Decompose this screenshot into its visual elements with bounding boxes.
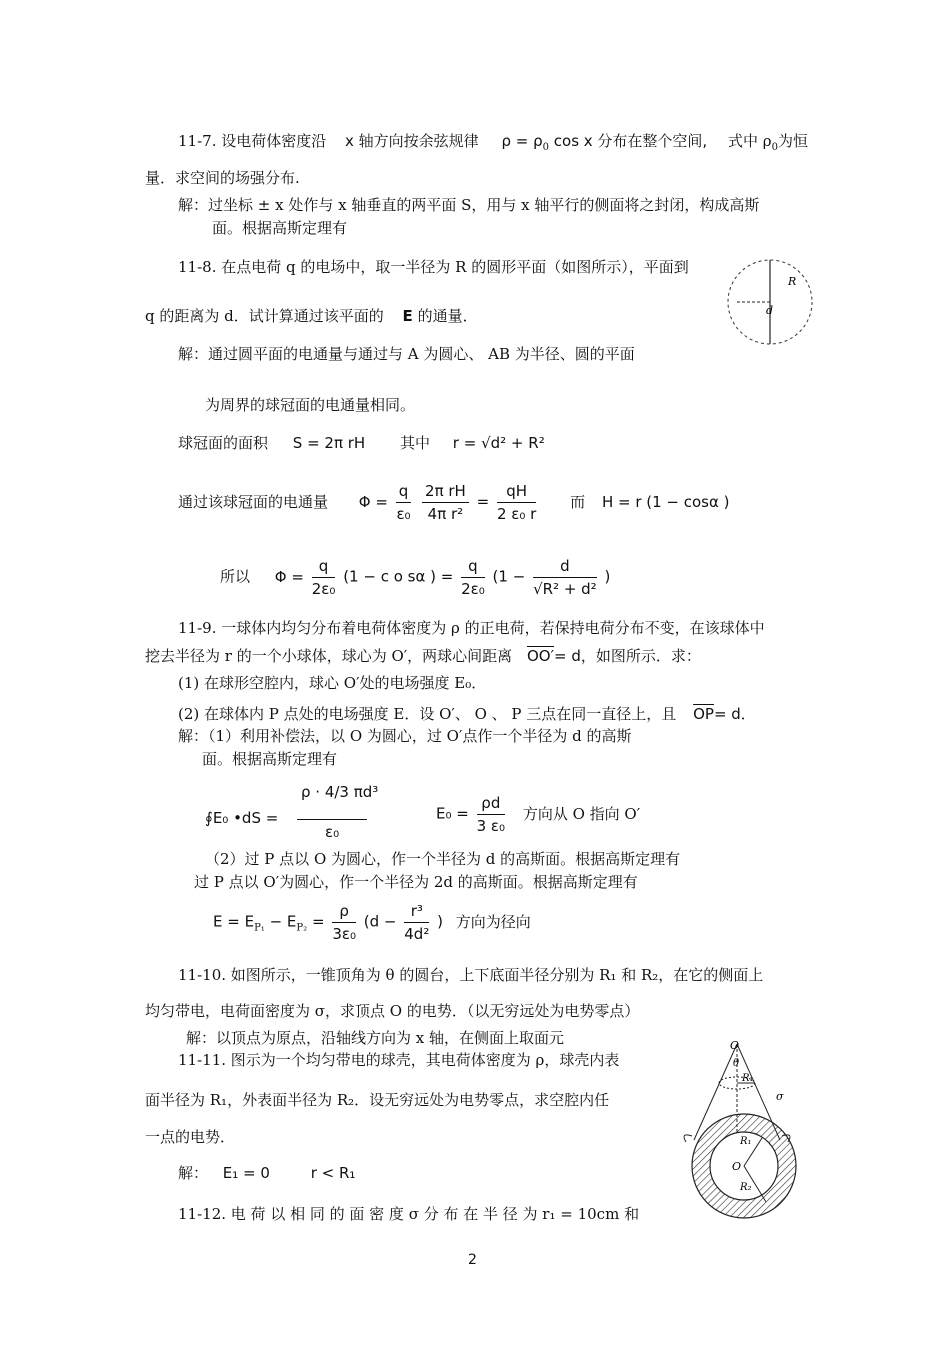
fraction (396, 480, 412, 525)
formula: (1 − (492, 567, 526, 586)
den: 2ε₀ (461, 580, 485, 598)
formula: ρ · 4/3 πd³ (301, 783, 379, 801)
e-equation: $E = E_{P_1} - E_{P_2}$ = $\frac{\rho}{\text{3ε₀}}$ (d − $\frac{\text{r³}}{\text{4d²}}$ ) 方向为径向 (213, 902, 531, 943)
num: ρ (332, 900, 356, 923)
label-sigma: σ (776, 1090, 784, 1103)
fraction (497, 480, 536, 525)
formula: (d − (363, 912, 397, 931)
cap-area-line (178, 433, 545, 453)
text: 通过该球冠面的电通量 (178, 492, 329, 511)
text: 所以 (220, 567, 251, 586)
den: 3ε₀ (332, 925, 356, 943)
formula: ) (604, 567, 611, 586)
fraction (477, 792, 505, 837)
fraction (332, 900, 356, 945)
text: ρ = ρ (501, 132, 543, 150)
formula: E = E (213, 912, 255, 931)
formula: ε₀ (325, 823, 340, 841)
den: √R² + d² (533, 580, 597, 598)
text: x 轴方向按余弦规律 (345, 132, 479, 150)
problem-11-10-line1: 11-10. 如图所示，一锥顶角为 θ 的圆台，上下底面半径分别为 R₁ 和 R₂，在它的侧面上 (178, 966, 764, 984)
text: 其中 (400, 434, 431, 452)
text: 的通量． (417, 307, 478, 325)
formula: = (476, 492, 490, 511)
label-R1: R₁ (742, 1073, 754, 1084)
num: q (396, 480, 412, 503)
page-number: 2 (468, 1252, 477, 1268)
solution-11-7-line2: 面。根据高斯定理有 (212, 219, 348, 237)
text: 而 (570, 492, 586, 511)
fraction (404, 900, 429, 945)
text: = d． (713, 705, 756, 723)
problem-11-11-line3: 一点的电势． (145, 1128, 236, 1146)
den: 4π r² (427, 505, 464, 523)
label-R2: R₂ (740, 1182, 752, 1193)
solution-11-9-line3: （2）过 P 点以 O 为圆心，作一个半径为 d 的高斯面。根据高斯定理有 (205, 850, 681, 868)
flux-line (178, 480, 730, 525)
text: q 的距离为 d．试计算通过该平面的 (145, 307, 384, 325)
text: = d，如图所示．求： (554, 647, 701, 665)
solution-11-11-line1 (178, 1163, 355, 1183)
text: (2) 在球体内 P 点处的电场强度 E．设 O′、 O 、 P 三点在同一直径上，且 (178, 705, 677, 723)
fraction (422, 480, 469, 525)
num: d (533, 555, 597, 578)
problem-11-11-line1: 11-11. 图示为一个均匀带电的球壳，其电荷体密度为 ρ，球壳内表 (178, 1051, 620, 1069)
text: cos x 分布在整个空间, (553, 132, 708, 150)
solution-11-8-line1: 解：通过圆平面的电通量与通过与 A 为圆心、 AB 为半径、圆的平面 (178, 345, 635, 363)
fraction (461, 555, 485, 600)
fraction-bar (297, 819, 367, 820)
den: 2ε₀ (311, 580, 336, 598)
num: q (312, 555, 336, 578)
e0-equation (436, 792, 640, 837)
num: qH (497, 480, 536, 503)
problem-11-8-line1: 11-8. 在点电荷 q 的电场中，取一半径为 R 的圆形平面（如图所示），平面到 (178, 258, 689, 276)
text: 方向为径向 (455, 912, 531, 931)
solution-11-9-line4: 过 P 点以 O′为圆心，作一个半径为 2d 的高斯面。根据高斯定理有 (194, 873, 638, 891)
formula: Φ = (358, 492, 388, 511)
label-R1: R₁ (740, 1136, 752, 1147)
formula: E₀ = (436, 804, 469, 823)
solution-11-9-line1: 解：（1）利用补偿法，以 O 为圆心，过 O′点作一个半径为 d 的高斯 (178, 727, 632, 745)
problem-11-10-line2: 均匀带电，电荷面密度为 σ，求顶点 O 的电势．（以无穷远处为电势零点） (145, 1002, 640, 1020)
den: 2 ε₀ r (496, 505, 537, 523)
text: 式中 ρ (727, 132, 772, 150)
num: ρd (477, 792, 505, 815)
shell-figure (688, 1110, 800, 1222)
solution-11-8-line2: 为周界的球冠面的电通量相同。 (205, 396, 416, 414)
formula: ∮E₀ •dS = (205, 809, 279, 827)
num: r³ (404, 900, 429, 923)
text: 解： (178, 1164, 209, 1182)
formula: E₁ = 0 (222, 1164, 270, 1182)
label-d: d (766, 304, 774, 317)
den: 4d² (404, 925, 430, 943)
text: 挖去半径为 r 的一个小球体，球心为 O′，两球心间距离 (145, 647, 513, 665)
segment-OP: $\overline{OP}$ (693, 705, 714, 723)
text: 方向从 O 指向 O′ (522, 804, 641, 823)
den: ε₀ (396, 505, 411, 523)
formula: r = √d² + R² (452, 434, 545, 452)
num: 2π rH (422, 480, 469, 503)
text: 球冠面的面积 (178, 434, 269, 452)
result-line (220, 555, 610, 600)
question-2 (178, 704, 756, 724)
formula: Φ = (274, 567, 304, 586)
segment-OO: OO′ (526, 647, 554, 665)
formula: − E (269, 912, 297, 931)
solution-11-7-line1: 解：过坐标 ± x 处作与 x 轴垂直的两平面 S，用与 x 轴平行的侧面将之封闭，构成高斯 (178, 196, 760, 214)
fraction (312, 555, 336, 600)
formula: r < R₁ (310, 1164, 356, 1182)
problem-11-7-line1: 11-7. 设电荷体密度沿 x 轴方向按余弦规律 $\rho = \rho_0$ cos x 分布在整个空间, 式中 $\rho_0$为恒 (178, 132, 808, 153)
formula: S = 2π rH (292, 434, 366, 452)
disk-figure (722, 254, 818, 350)
formula: (1 − c o sα ) = (343, 567, 454, 586)
text: 11-7. 设电荷体密度沿 (178, 132, 327, 150)
fraction (533, 555, 597, 600)
label-O: O (732, 1160, 742, 1173)
label-R: R (788, 275, 797, 288)
question-1: (1) 在球形空腔内，球心 O′处的电场强度 E₀． (178, 674, 487, 692)
problem-11-9-line1: 11-9. 一球体内均匀分布着电荷体密度为 ρ 的正电荷，若保持电荷分布不变，在该球体中 (178, 619, 765, 637)
num: q (461, 555, 485, 578)
vector-E: E (402, 307, 413, 325)
problem-11-7-line2: 量．求空间的场强分布. (145, 169, 300, 187)
solution-11-9-line2: 面。根据高斯定理有 (202, 750, 338, 768)
problem-11-9-line2 (145, 646, 701, 666)
formula: = (311, 912, 325, 931)
den: 3 ε₀ (476, 817, 506, 835)
text: 为恒 (777, 132, 808, 150)
problem-11-11-line2: 面半径为 R₁，外表面半径为 R₂．设无穷远处为电势零点，求空腔内任 (145, 1091, 610, 1109)
problem-11-8-line2 (145, 306, 478, 326)
formula: ) (437, 912, 443, 931)
problem-11-12-line1: 11-12. 电 荷 以 相 同 的 面 密 度 σ 分 布 在 半 径 为 r₁ = 10cm 和 (178, 1205, 640, 1223)
solution-11-10-line1: 解：以顶点为原点，沿轴线方向为 x 轴，在侧面上取面元 (186, 1029, 564, 1047)
label-theta: θ (733, 1058, 740, 1069)
formula: H = r (1 − cosα ) (601, 492, 730, 511)
label-O: O (730, 1039, 740, 1052)
